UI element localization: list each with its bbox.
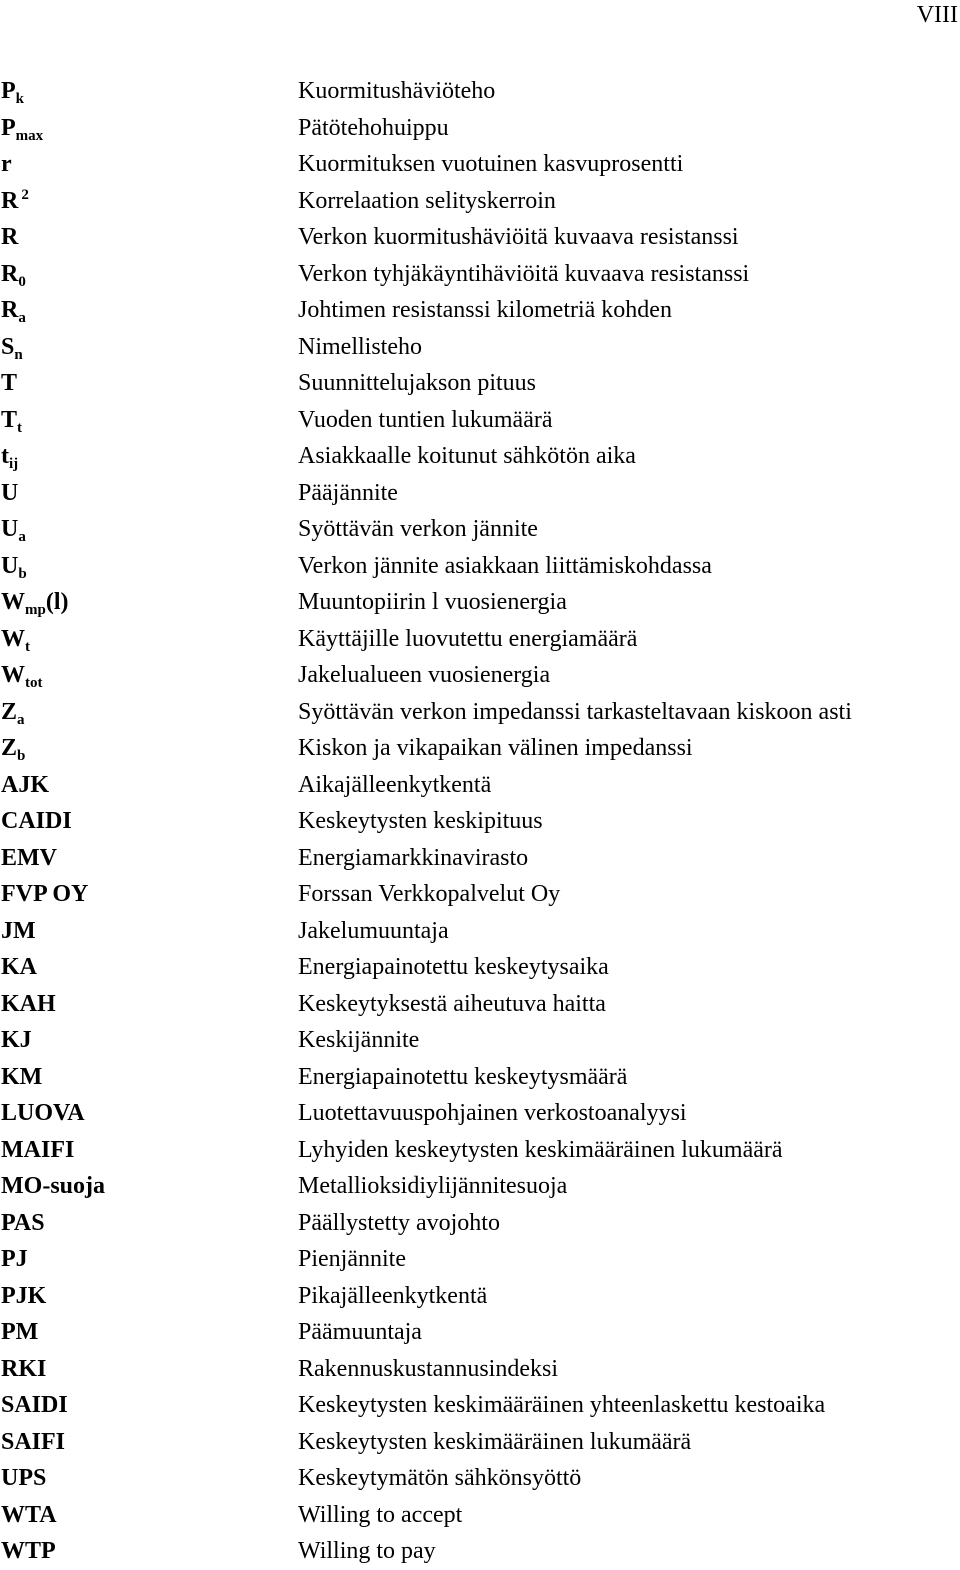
definition: Lyhyiden keskeytysten keskimääräinen lukumäärä <box>298 1136 783 1163</box>
definition: Verkon kuormitushäviöitä kuvaava resistanssi <box>298 224 739 250</box>
symbol-base: RKI <box>1 1355 47 1382</box>
symbol-subscript: ij <box>9 456 19 472</box>
symbol <box>1 1059 42 1096</box>
symbol <box>1 986 56 1023</box>
definition: Käyttäjille luovutettu energiamäärä <box>298 625 638 652</box>
definition: Forssan Verkkopalvelut Oy <box>298 881 561 907</box>
symbol <box>1 511 26 551</box>
symbol-argument: (l) <box>45 589 69 615</box>
glossary-row <box>0 767 960 804</box>
symbol-base: W <box>1 662 25 688</box>
symbol-glossary <box>0 73 960 1570</box>
symbol-base: PM <box>1 1319 39 1345</box>
glossary-row <box>0 1132 960 1169</box>
page-number: VIII <box>916 2 958 28</box>
symbol-base: PJK <box>1 1282 47 1309</box>
symbol-base: R <box>1 260 19 287</box>
symbol-base: EMV <box>1 844 57 871</box>
symbol-base: PJ <box>1 1246 28 1272</box>
symbol <box>1 1533 56 1570</box>
symbol-subscript: a <box>18 310 26 326</box>
definition: Keskeytysten keskipituus <box>298 808 543 834</box>
definition: Jakelualueen vuosienergia <box>298 662 551 688</box>
definition: Korrelaation selityskerroin <box>298 187 556 214</box>
symbol-base: FVP OY <box>1 881 89 907</box>
definition: Vuoden tuntien lukumäärä <box>298 406 553 433</box>
glossary-row <box>0 1241 960 1278</box>
glossary-row <box>0 110 960 147</box>
definition: Keskeytysten keskimääräinen lukumäärä <box>298 1428 692 1455</box>
glossary-row <box>0 1351 960 1388</box>
glossary-row <box>0 1533 960 1570</box>
symbol-base: PAS <box>1 1209 45 1236</box>
glossary-row <box>0 1497 960 1534</box>
symbol-base: r <box>1 151 12 177</box>
definition: Jakelumuuntaja <box>298 917 449 944</box>
symbol-base: WTA <box>1 1501 57 1528</box>
glossary-row <box>0 1168 960 1205</box>
symbol <box>1 329 23 369</box>
symbol <box>1 365 17 402</box>
definition: Keskeytyksestä aiheutuva haitta <box>298 990 606 1017</box>
glossary-row <box>0 402 960 439</box>
symbol <box>1 183 29 223</box>
glossary-row <box>0 913 960 950</box>
symbol-base: R <box>1 187 19 214</box>
glossary-row <box>0 146 960 183</box>
symbol-base: U <box>1 552 19 579</box>
symbol-subscript: 0 <box>18 273 26 290</box>
symbol-subscript: a <box>18 529 26 545</box>
glossary-row <box>0 621 960 658</box>
definition: Asiakkaalle koitunut sähkötön aika <box>298 443 636 469</box>
symbol <box>1 256 26 296</box>
symbol-base: SAIDI <box>1 1392 68 1418</box>
definition: Johtimen resistanssi kilometriä kohden <box>298 297 672 323</box>
glossary-row <box>0 694 960 731</box>
symbol-base: R <box>1 297 19 323</box>
glossary-row <box>0 219 960 256</box>
definition: Verkon jännite asiakkaan liittämiskohdassa <box>298 552 712 579</box>
symbol-base: KA <box>1 954 37 980</box>
definition: Syöttävän verkon impedanssi tarkasteltavaan kiskoon asti <box>298 698 852 725</box>
symbol <box>1 584 69 624</box>
symbol-subscript: max <box>15 127 44 144</box>
symbol <box>1 1387 68 1424</box>
definition: Aikajälleenkytkentä <box>298 771 492 798</box>
definition: Päämuuntaja <box>298 1319 422 1345</box>
symbol <box>1 803 72 840</box>
symbol <box>1 548 27 588</box>
glossary-row <box>0 73 960 110</box>
symbol-subscript: a <box>17 711 25 728</box>
definition: Energiamarkkinavirasto <box>298 844 529 871</box>
definition: Metallioksidiylijännitesuoja <box>298 1173 568 1199</box>
symbol <box>1 146 12 183</box>
glossary-row <box>0 986 960 1023</box>
symbol-subscript: k <box>15 91 25 107</box>
symbol-superscript: 2 <box>21 186 29 203</box>
symbol-base: UPS <box>1 1465 47 1491</box>
definition: Rakennuskustannusindeksi <box>298 1355 558 1382</box>
symbol-base: MO-suoja <box>1 1173 105 1199</box>
glossary-row <box>0 1278 960 1315</box>
symbol-base: SAIFI <box>1 1428 66 1455</box>
symbol <box>1 1314 38 1351</box>
definition: Energiapainotettu keskeytysmäärä <box>298 1063 628 1090</box>
glossary-row <box>0 1424 960 1461</box>
symbol <box>1 73 24 113</box>
symbol <box>1 475 18 512</box>
symbol-subscript: tot <box>25 675 43 691</box>
symbol <box>1 1022 32 1059</box>
symbol-base: AJK <box>1 771 49 798</box>
symbol-base: U <box>1 516 19 542</box>
symbol <box>1 110 43 150</box>
symbol <box>1 840 57 877</box>
symbol-base: T <box>1 406 18 433</box>
glossary-row <box>0 438 960 475</box>
glossary-row <box>0 876 960 913</box>
symbol-base: R <box>1 224 19 250</box>
glossary-row <box>0 292 960 329</box>
symbol <box>1 219 18 256</box>
glossary-row <box>0 1314 960 1351</box>
symbol-base: WTP <box>1 1538 56 1564</box>
glossary-row <box>0 511 960 548</box>
symbol <box>1 621 30 661</box>
glossary-row <box>0 949 960 986</box>
symbol-subscript: b <box>18 565 27 582</box>
definition: Willing to pay <box>298 1538 436 1564</box>
glossary-row <box>0 657 960 694</box>
symbol <box>1 1241 28 1278</box>
symbol-base: LUOVA <box>1 1100 85 1126</box>
definition: Keskeytysten keskimääräinen yhteenlaskettu kestoaika <box>298 1392 826 1418</box>
definition: Keskeytymätön sähkönsyöttö <box>298 1465 582 1491</box>
definition: Suunnittelujakson pituus <box>298 370 537 396</box>
symbol <box>1 949 37 986</box>
glossary-row <box>0 1022 960 1059</box>
glossary-row <box>0 329 960 366</box>
symbol <box>1 1168 105 1205</box>
symbol <box>1 438 18 478</box>
glossary-row <box>0 1460 960 1497</box>
symbol <box>1 402 22 442</box>
symbol-base: JM <box>1 917 36 944</box>
symbol-base: S <box>1 333 15 360</box>
symbol-base: MAIFI <box>1 1136 75 1163</box>
symbol <box>1 1205 45 1242</box>
symbol-base: KAH <box>1 990 56 1017</box>
glossary-row <box>0 1095 960 1132</box>
symbol <box>1 767 49 804</box>
definition: Willing to accept <box>298 1501 463 1528</box>
symbol-subscript: n <box>14 346 23 363</box>
glossary-row <box>0 1387 960 1424</box>
symbol-base: Z <box>1 735 18 761</box>
definition: Pääjännite <box>298 479 398 506</box>
glossary-row <box>0 256 960 293</box>
definition: Kuormitushäviöteho <box>298 78 496 104</box>
definition: Syöttävän verkon jännite <box>298 516 538 542</box>
definition: Nimellisteho <box>298 333 422 360</box>
symbol <box>1 694 25 734</box>
symbol-subscript: t <box>25 638 30 655</box>
symbol-base: KM <box>1 1063 43 1090</box>
symbol-base: Z <box>1 698 18 725</box>
glossary-row <box>0 365 960 402</box>
symbol-base: KJ <box>1 1027 32 1053</box>
symbol <box>1 730 25 770</box>
glossary-row <box>0 584 960 621</box>
symbol-base: t <box>1 443 9 469</box>
definition: Pätötehohuippu <box>298 114 449 141</box>
symbol-base: W <box>1 625 25 652</box>
glossary-row <box>0 730 960 767</box>
glossary-row <box>0 548 960 585</box>
glossary-row <box>0 475 960 512</box>
symbol <box>1 657 43 697</box>
glossary-row <box>0 840 960 877</box>
symbol <box>1 1460 46 1497</box>
definition: Verkon tyhjäkäyntihäviöitä kuvaava resistanssi <box>298 260 750 287</box>
symbol <box>1 1132 74 1169</box>
definition: Kuormituksen vuotuinen kasvuprosentti <box>298 151 684 177</box>
definition: Keskijännite <box>298 1027 420 1053</box>
glossary-row <box>0 183 960 220</box>
symbol <box>1 913 36 950</box>
symbol <box>1 1497 57 1534</box>
symbol-base: U <box>1 479 19 506</box>
symbol-subscript: mp <box>25 602 46 618</box>
symbol-subscript: t <box>17 419 23 436</box>
symbol-subscript: b <box>17 748 26 764</box>
symbol <box>1 1278 46 1315</box>
definition: Muuntopiirin l vuosienergia <box>298 589 567 615</box>
glossary-row <box>0 803 960 840</box>
symbol-base: CAIDI <box>1 808 72 834</box>
definition: Pienjännite <box>298 1246 406 1272</box>
definition: Päällystetty avojohto <box>298 1209 500 1236</box>
symbol-base: T <box>1 370 18 396</box>
symbol <box>1 876 88 913</box>
definition: Luotettavuuspohjainen verkostoanalyysi <box>298 1100 687 1126</box>
definition: Pikajälleenkytkentä <box>298 1282 488 1309</box>
symbol <box>1 1351 46 1388</box>
symbol <box>1 292 26 332</box>
definition: Kiskon ja vikapaikan välinen impedanssi <box>298 735 693 761</box>
definition: Energiapainotettu keskeytysaika <box>298 954 609 980</box>
symbol <box>1 1095 85 1132</box>
glossary-row <box>0 1059 960 1096</box>
symbol-base: P <box>1 78 16 104</box>
glossary-row <box>0 1205 960 1242</box>
symbol <box>1 1424 65 1461</box>
symbol-base: P <box>1 114 16 141</box>
symbol-base: W <box>1 589 25 615</box>
